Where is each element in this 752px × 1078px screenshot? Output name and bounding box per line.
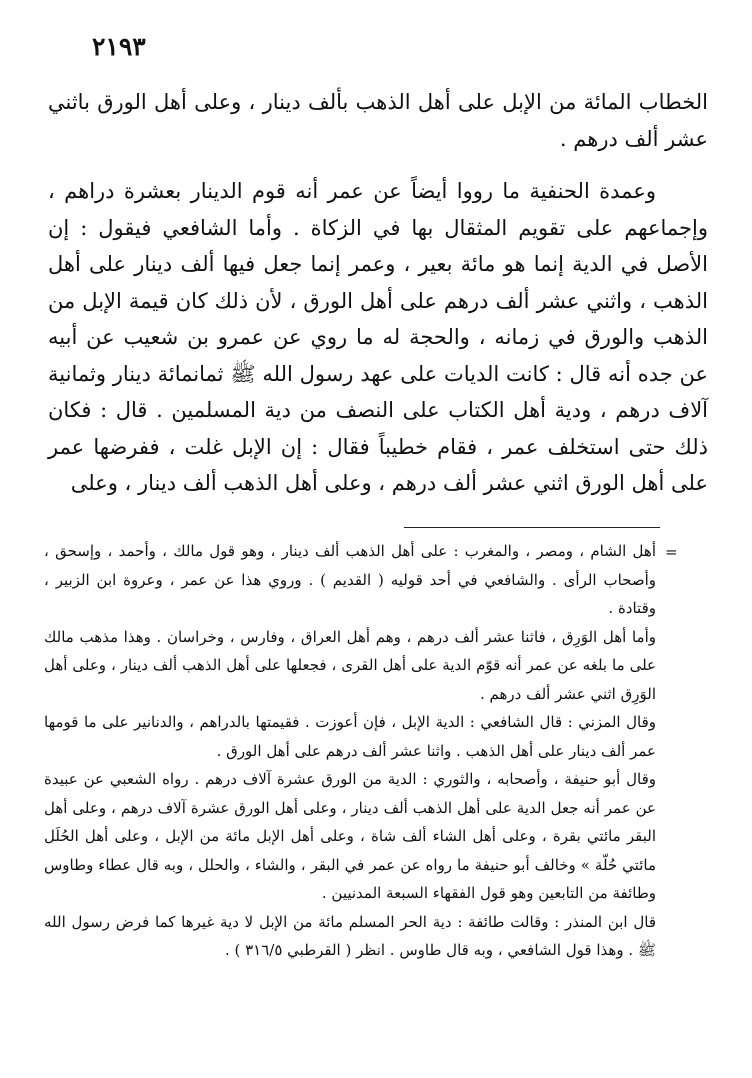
footnote-continuation-marker: = <box>665 543 678 561</box>
footnote-paragraph-2: وأما أهل الوَرِق ، فاثنا عشر ألف درهم ، وهم أهل العراق ، وفارس ، وخراسان . وهذا مذهب مالك على ما بلغه عن عمر أنه قوّم الدية على أهل القرى ، فجعلها على أهل الذهب ألف دينار ، وعلى أهل الوَرِق اثني عشر ألف درهم . <box>44 627 656 703</box>
main-paragraph-2: وعمدة الحنفية ما رووا أيضاً عن عمر أنه قوم الدينار بعشرة دراهم ، وإجماعهم على تقويم المثقال بها في الزكاة . وأما الشافعي فيقول : إن الأصل في الدية إنما هو مائة بعير ، وعمر إنما جعل فيها ألف دينار على أهل الذهب ، واثني عشر ألف درهم على أهل الورق ، لأن ذلك كان قيمة الإبل من الذهب والورق في زمانه ، والحجة له ما روي عن عمرو بن شعيب عن أبيه عن جده أنه قال : كانت الديات على عهد رسول الله ﷺ ثمانمائة دينار وثمانية آلاف درهم ، ودية أهل الكتاب على النصف من دية المسلمين . قال : فكان ذلك حتى استخلف عمر ، فقام خطيباً فقال : إن الإبل غلت ، ففرضها عمر على أهل الورق اثني عشر ألف درهم ، وعلى أهل الذهب ألف دينار ، وعلى <box>48 179 708 495</box>
main-paragraph-1: الخطاب المائة من الإبل على أهل الذهب بألف دينار ، وعلى أهل الورق باثني عشر ألف درهم . <box>48 90 708 151</box>
footnote-paragraph-4: وقال أبو حنيفة ، وأصحابه ، والثوري : الدية من الورق عشرة آلاف درهم . رواه الشعبي عن عبيدة عن عمر أنه جعل الدية على أهل الذهب ألف دينار ، وعلى أهل الورق عشرة آلاف درهم ، وعلى أهل البقر مائتي بقرة ، وعلى أهل الشاء ألف شاة ، وعلى أهل الإبل مائة من الإبل ، وعلى أهل الحُلَل مائتي حُلّة » وخالف أبو حنيفة ما رواه عن عمر في البقر ، والشاء ، والحلل ، وبه قال عطاء وطاوس وطائفة من التابعين وهو قول الفقهاء السبعة المدنيين . <box>44 770 656 902</box>
page-number: ٢١٩٣ <box>92 32 146 61</box>
footnotes <box>44 537 656 965</box>
footnote-divider <box>404 527 660 528</box>
main-text <box>48 84 708 502</box>
footnote-paragraph-5: قال ابن المنذر : وقالت طائفة : دية الحر المسلم مائة من الإبل لا دية غيرها كما فرض رسول الله ﷺ . وهذا قول الشافعي ، وبه قال طاوس . انظر ( القرطبي ٣١٦/٥ ) . <box>44 912 656 959</box>
footnote-paragraph-1: أهل الشام ، ومصر ، والمغرب : على أهل الذهب ألف دينار ، وهو قول مالك ، وأحمد ، وإسحق ، وأصحاب الرأى . والشافعي في أحد قوليه ( القديم ) . وروي هذا عن عمر ، وعروة ابن الزبير ، وقتادة . <box>44 542 656 617</box>
footnote-paragraph-3: وقال المزني : قال الشافعي : الدية الإبل ، فإن أعوزت . فقيمتها بالدراهم ، والدنانير على ما قومها عمر ألف دينار على أهل الذهب . واثنا عشر ألف درهم على أهل الورق . <box>44 713 656 760</box>
